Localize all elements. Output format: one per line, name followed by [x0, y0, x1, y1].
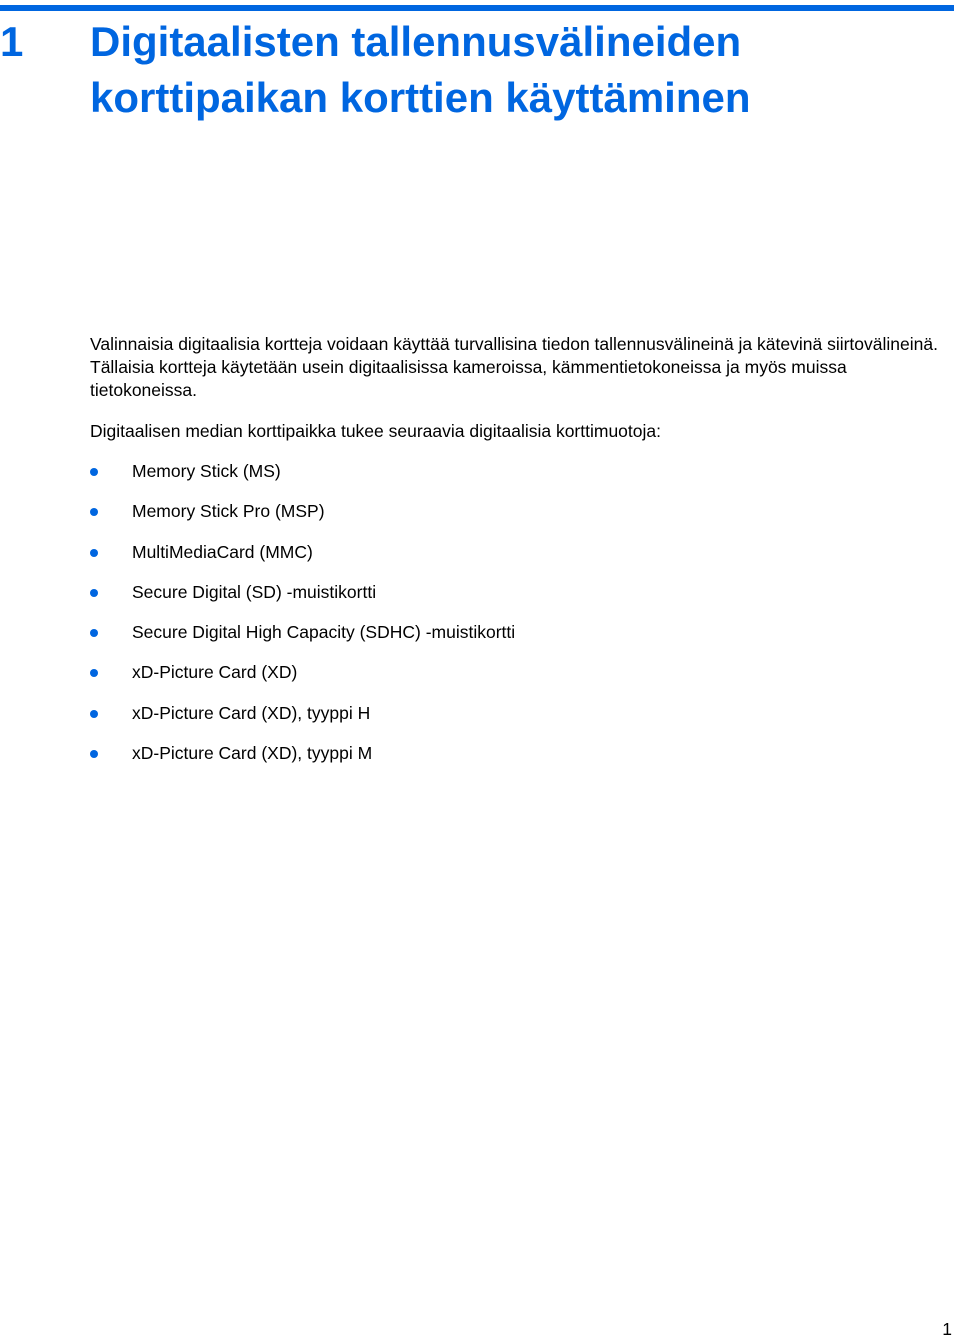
list-item-text: xD-Picture Card (XD), tyyppi M: [132, 743, 373, 764]
intro-paragraph: Valinnaisia digitaalisia kortteja voidaan käyttää turvallisina tiedon tallennusvälineinä ja kätevinä siirtovälineinä. Tällaisia kortteja käytetään usein digitaalisissa kameroissa, kämmentietokoneissa ja myös muissa tietokoneissa.: [90, 334, 938, 400]
list-item-text: Secure Digital High Capacity (SDHC) -muistikortti: [132, 622, 516, 643]
bullet-icon: [90, 750, 98, 758]
bullet-icon: [90, 508, 98, 516]
list-item-text: xD-Picture Card (XD): [132, 662, 298, 683]
formats-lead-paragraph: Digitaalisen median korttipaikka tukee seuraavia digitaalisia korttimuotoja:: [90, 421, 661, 441]
bullet-icon: [90, 629, 98, 637]
bullet-icon: [90, 669, 98, 677]
list-item-text: Secure Digital (SD) -muistikortti: [132, 581, 377, 602]
page-number: 1: [942, 1319, 952, 1339]
list-item-text: MultiMediaCard (MMC): [132, 541, 313, 562]
chapter-top-rule: [0, 5, 954, 11]
bullet-icon: [90, 710, 98, 718]
list-item-text: Memory Stick (MS): [132, 461, 281, 481]
bullet-icon: [90, 589, 98, 597]
bullet-icon: [90, 549, 98, 557]
list-item-text: xD-Picture Card (XD), tyyppi H: [132, 702, 371, 723]
bullet-icon: [90, 468, 98, 476]
chapter-number: 1: [0, 18, 24, 65]
list-item-text: Memory Stick Pro (MSP): [132, 501, 325, 522]
chapter-title: Digitaalisten tallennusvälineiden korttipaikan korttien käyttäminen: [90, 18, 751, 121]
